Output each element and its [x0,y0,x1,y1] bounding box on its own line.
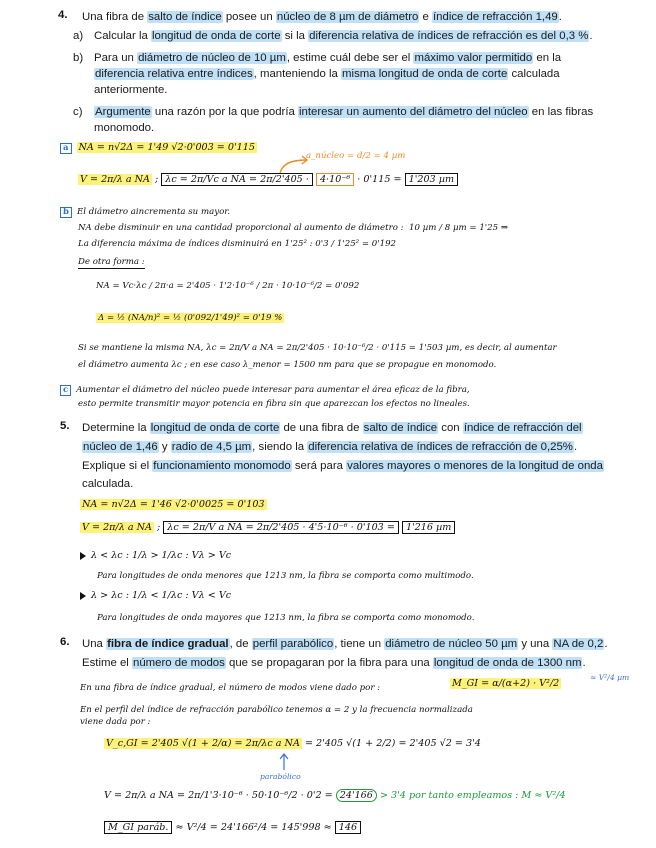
q5-case2: λ > λc : 1/λ < 1/λc : Vλ < Vc [80,590,231,602]
triangle-bullet-icon [80,592,86,600]
question-4-intro: Una fibra de salto de índice posee un núcleo de 8 µm de diámetro e índice de refracción 1,49. [82,11,562,23]
q4b-line6: Δ = ½ (NA/n)² = ½ (0'092/1'49)² = 0'19 % [98,313,283,323]
blue-arrow-icon [276,752,292,772]
tag-c: c [60,385,71,396]
q4b-line8: el diámetro aumenta λc ; en ese caso λ_menor = 1500 nm para que se propague en monomodo. [78,360,497,370]
question-4c-line1: Argumente una razón por la que podría interesar un aumento del diámetro del núcleo en las fibras [95,106,594,118]
q6-blue-note: ≈ V²/4 µm [590,673,630,682]
q6-vc-line: V_c,GI = 2'405 √(1 + 2/α) = 2π/λc a NA = 2'405 √(1 + 2/2) = 2'405 √2 = 3'4 [106,738,481,749]
question-5-line1: Determine la longitud de onda de corte de una fibra de salto de índice con índice de refracción del [82,422,582,434]
q4b-line7: Si se mantiene la misma NA, λc = 2π/V a NA = 2π/2'405 · 10·10⁻⁶/2 · 0'115 = 1'503 µm, es decir, al aumentar [78,343,557,353]
q4b-line1: b El diámetro aincrementa su mayor. [60,206,230,218]
q6-sol-line2: En el perfil del índice de refracción parabólico tenemos α = 2 y la frecuencia normalizada [80,705,473,715]
q5-case2-text: Para longitudes de onda mayores que 1213 nm, la fibra se comporta como monomodo. [97,613,475,623]
q5-case1-text: Para longitudes de onda menores que 1213 nm, la fibra se comporta como multimodo. [97,571,474,581]
question-4c-line2: monomodo. [94,122,155,134]
question-4a-text: Calcular la longitud de onda de corte si la diferencia relativa de índices de refracción es del 0,3 %. [94,30,593,42]
question-5-number: 5. [60,420,70,432]
question-5-line2: núcleo de 1,46 y radio de 4,5 µm, siendo la diferencia relativa de índices de refracción de 0,25%. [83,441,578,453]
q4b-line4: De otra forma : [78,257,145,267]
q6-sol-line1: En una fibra de índice gradual, el número de modos viene dado por : [80,683,381,693]
question-4b-line2: diferencia relativa entre índices, manteniendo la misma longitud de onda de corte calculada [95,68,560,80]
tag-a: a [60,143,72,154]
q4a-cutoff-line: V = 2π/λ a NA ; λc = 2π/Vc a NA = 2π/2'405 · 4·10⁻⁶ · 0'115 = 1'203 µm [78,174,458,186]
question-4c-label: c) [73,106,83,118]
question-4-number: 4. [58,9,68,21]
q4b-line2: NA debe disminuir en una cantidad proporcional al aumento de diámetro : 10 µm / 8 µm = 1'25 ⇒ [78,223,509,233]
question-6-line2: Estime el número de modos que se propagaran por la fibra para una longitud de onda de 1300 nm. [82,657,586,669]
q4c-line2: esto permite transmitir mayor potencia en fibra sin que aparezcan los efectos no lineales. [78,399,470,409]
question-4a-label: a) [73,30,84,42]
q6-parabolic-label: parabólico [260,772,301,781]
tag-b: b [60,207,72,218]
q4a-na-line: a NA = n√2Δ = 1'49 √2·0'003 = 0'115 [60,142,257,154]
q5-cutoff-line: V = 2π/λ a NA ; λc = 2π/V a NA = 2π/2'405 · 4'5·10⁻⁶ · 0'103 = 1'216 µm [80,522,455,534]
question-4b-line3: anteriormente. [94,84,168,96]
question-6-line1: Una fibra de índice gradual, de perfil parabólico, tiene un diámetro de núcleo 50 µm y una NA de 0,2. [82,638,608,650]
triangle-bullet-icon [80,552,86,560]
question-5-line3: Explique si el funcionamiento monomodo será para valores mayores o menores de la longitud de onda [82,460,603,472]
q6-modes-result: M_GI paráb. ≈ V²/4 = 24'166²/4 = 145'998 ≈ 146 [104,822,361,834]
q4a-core-radius-note: a_núcleo = d/2 = 4 µm [306,151,406,161]
question-5-line4: calculada. [82,478,134,490]
question-6-number: 6. [60,636,70,648]
q4b-line5: NA = Vc·λc / 2π·a = 2'405 · 1'2·10⁻⁶ / 2π · 10·10⁻⁶/2 = 0'092 [96,281,360,291]
q5-case1: λ < λc : 1/λ > 1/λc : Vλ > Vc [80,550,231,562]
q4c-line1: c Aumentar el diámetro del núcleo puede interesar para aumentar el área eficaz de la fibra, [60,384,470,396]
q6-sol-line3: viene dada por : [80,717,151,727]
q6-modes-formula: M_GI = α/(α+2) · V²/2 [452,678,560,689]
q6-v-line: V = 2π/λ a NA = 2π/1'3·10⁻⁶ · 50·10⁻⁶/2 · 0'2 = 24'166 > 3'4 por tanto empleamos : M ≈ V²/4 [104,790,566,801]
q4b-line3: La diferencia máxima de índices disminuirá en 1'25² : 0'3 / 1'25² = 0'192 [78,239,397,249]
question-4b-label: b) [73,52,84,64]
q5-na-line: NA = n√2Δ = 1'46 √2·0'0025 = 0'103 [82,499,265,510]
question-4b-line1: Para un diámetro de núcleo de 10 µm, estime cuál debe ser el máximo valor permitido en la [94,52,562,64]
